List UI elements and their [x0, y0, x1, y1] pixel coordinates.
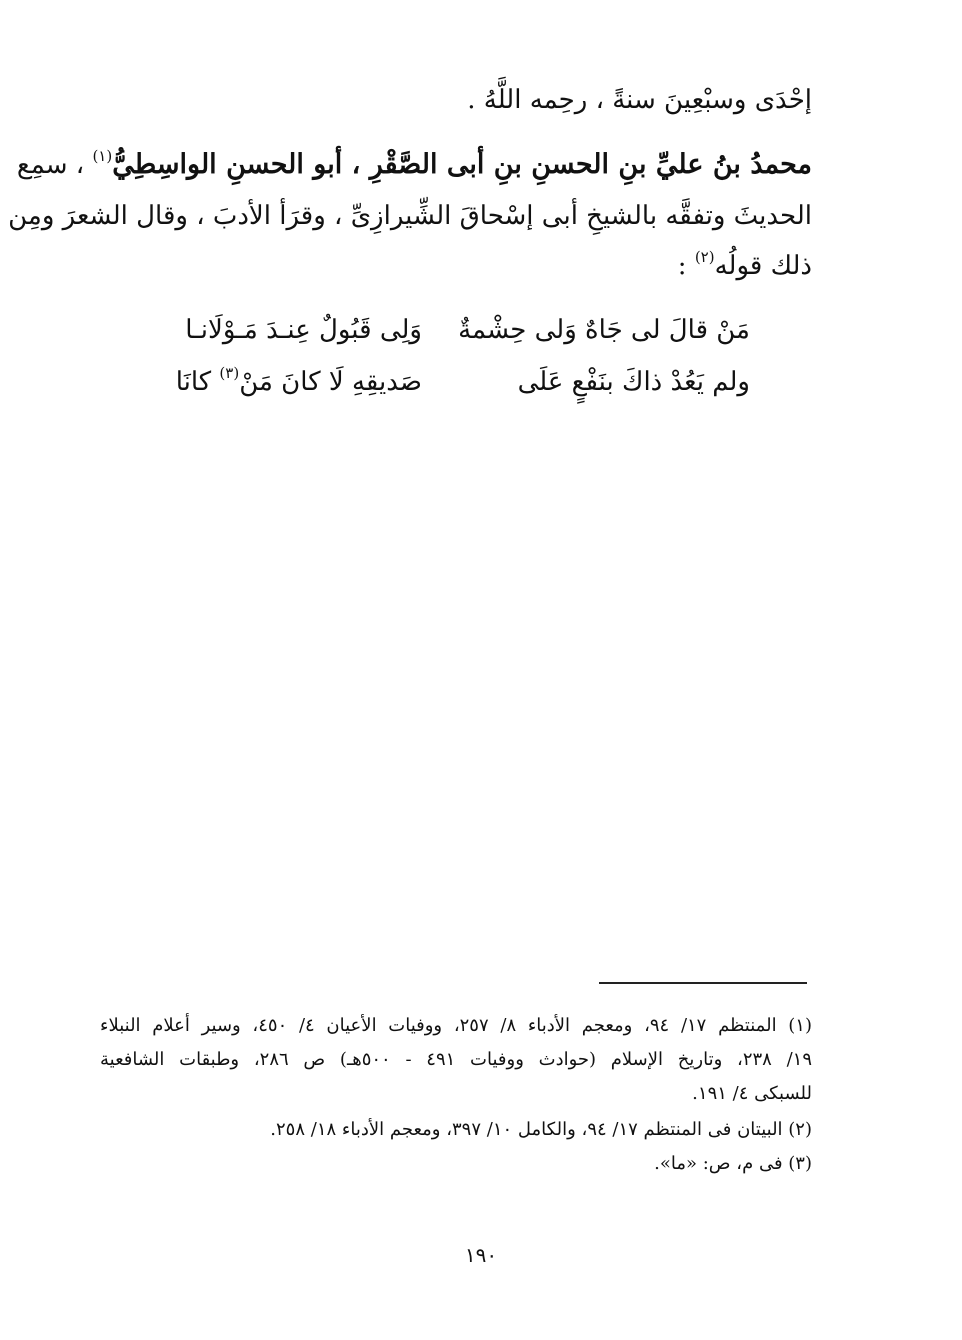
heading-continuation: ، سمِع: [16, 150, 93, 180]
verse-1-first-hemistich: مَنْ قالَ لى جَاهٌ وَلى حِشْمةٌ: [458, 315, 750, 345]
footnote-ref-3: (٣): [219, 364, 240, 382]
verse-2-second-part-b: كانَا: [175, 367, 220, 397]
biography-name: محمدُ بنُ عليِّ بنِ الحسنِ بنِ أبى الصَّقْرِ ، أبو الحسنِ الواسِطِيُّ: [112, 149, 812, 180]
verse-2-second-part-a: صَديقِهِ لَا كانَ مَنْ: [239, 367, 422, 397]
body-line-4-text: ذلك قولُه: [714, 251, 812, 281]
verse-2-second-hemistich: [176, 362, 422, 402]
footnote-ref-1: (١): [92, 147, 113, 165]
footnote-ref-2: (٢): [694, 248, 715, 266]
body-line-4: [100, 246, 812, 286]
footnote-2: (٢) البيتان فى المنتظم ١٧/ ٩٤، والكامل ١٠/ ٣٩٧، ومعجم الأدباء ١٨/ ٢٥٨.: [270, 1119, 812, 1140]
page-number: ١٩٠: [464, 1243, 498, 1267]
footnote-1-line-3: للسبكى ٤/ ١٩١.: [692, 1083, 812, 1104]
verse-1-second-hemistich: وَلِى قَبُولٌ عِنـدَ مَـوْلَانـا: [185, 315, 422, 345]
biography-heading-line: [16, 145, 812, 185]
verse-2-first-hemistich: ولم يَعُدْ ذاكَ بنَفْعٍ عَلَى: [517, 367, 750, 397]
footnote-3: (٣) فى م، ص: «ما».: [654, 1153, 812, 1174]
body-line-4-colon: :: [677, 251, 695, 281]
body-line-1: إحْدَى وسبْعِينَ سنةً ، رحِمه اللَّهُ .: [467, 85, 812, 115]
footnote-1-line-1: (١) المنتظم ١٧/ ٩٤، ومعجم الأدباء ٨/ ٢٥٧، ووفيات الأعيان ٤/ ٤٥٠، وسير أعلام النبلاء: [100, 1015, 812, 1036]
body-line-3: الحديثَ وتفقَّه بالشيخِ أبى إسْحاقَ الشِّيرازِىِّ ، وقرَأ الأدبَ ، وقال الشعرَ ومِن: [8, 201, 812, 231]
footnote-1-line-2: ١٩/ ٢٣٨، وتاريخ الإسلام (حوادث ووفيات ٤٩١ - ٥٠٠هـ) ص ٢٨٦، وطبقات الشافعية: [100, 1049, 812, 1070]
footnote-separator: [599, 982, 807, 984]
